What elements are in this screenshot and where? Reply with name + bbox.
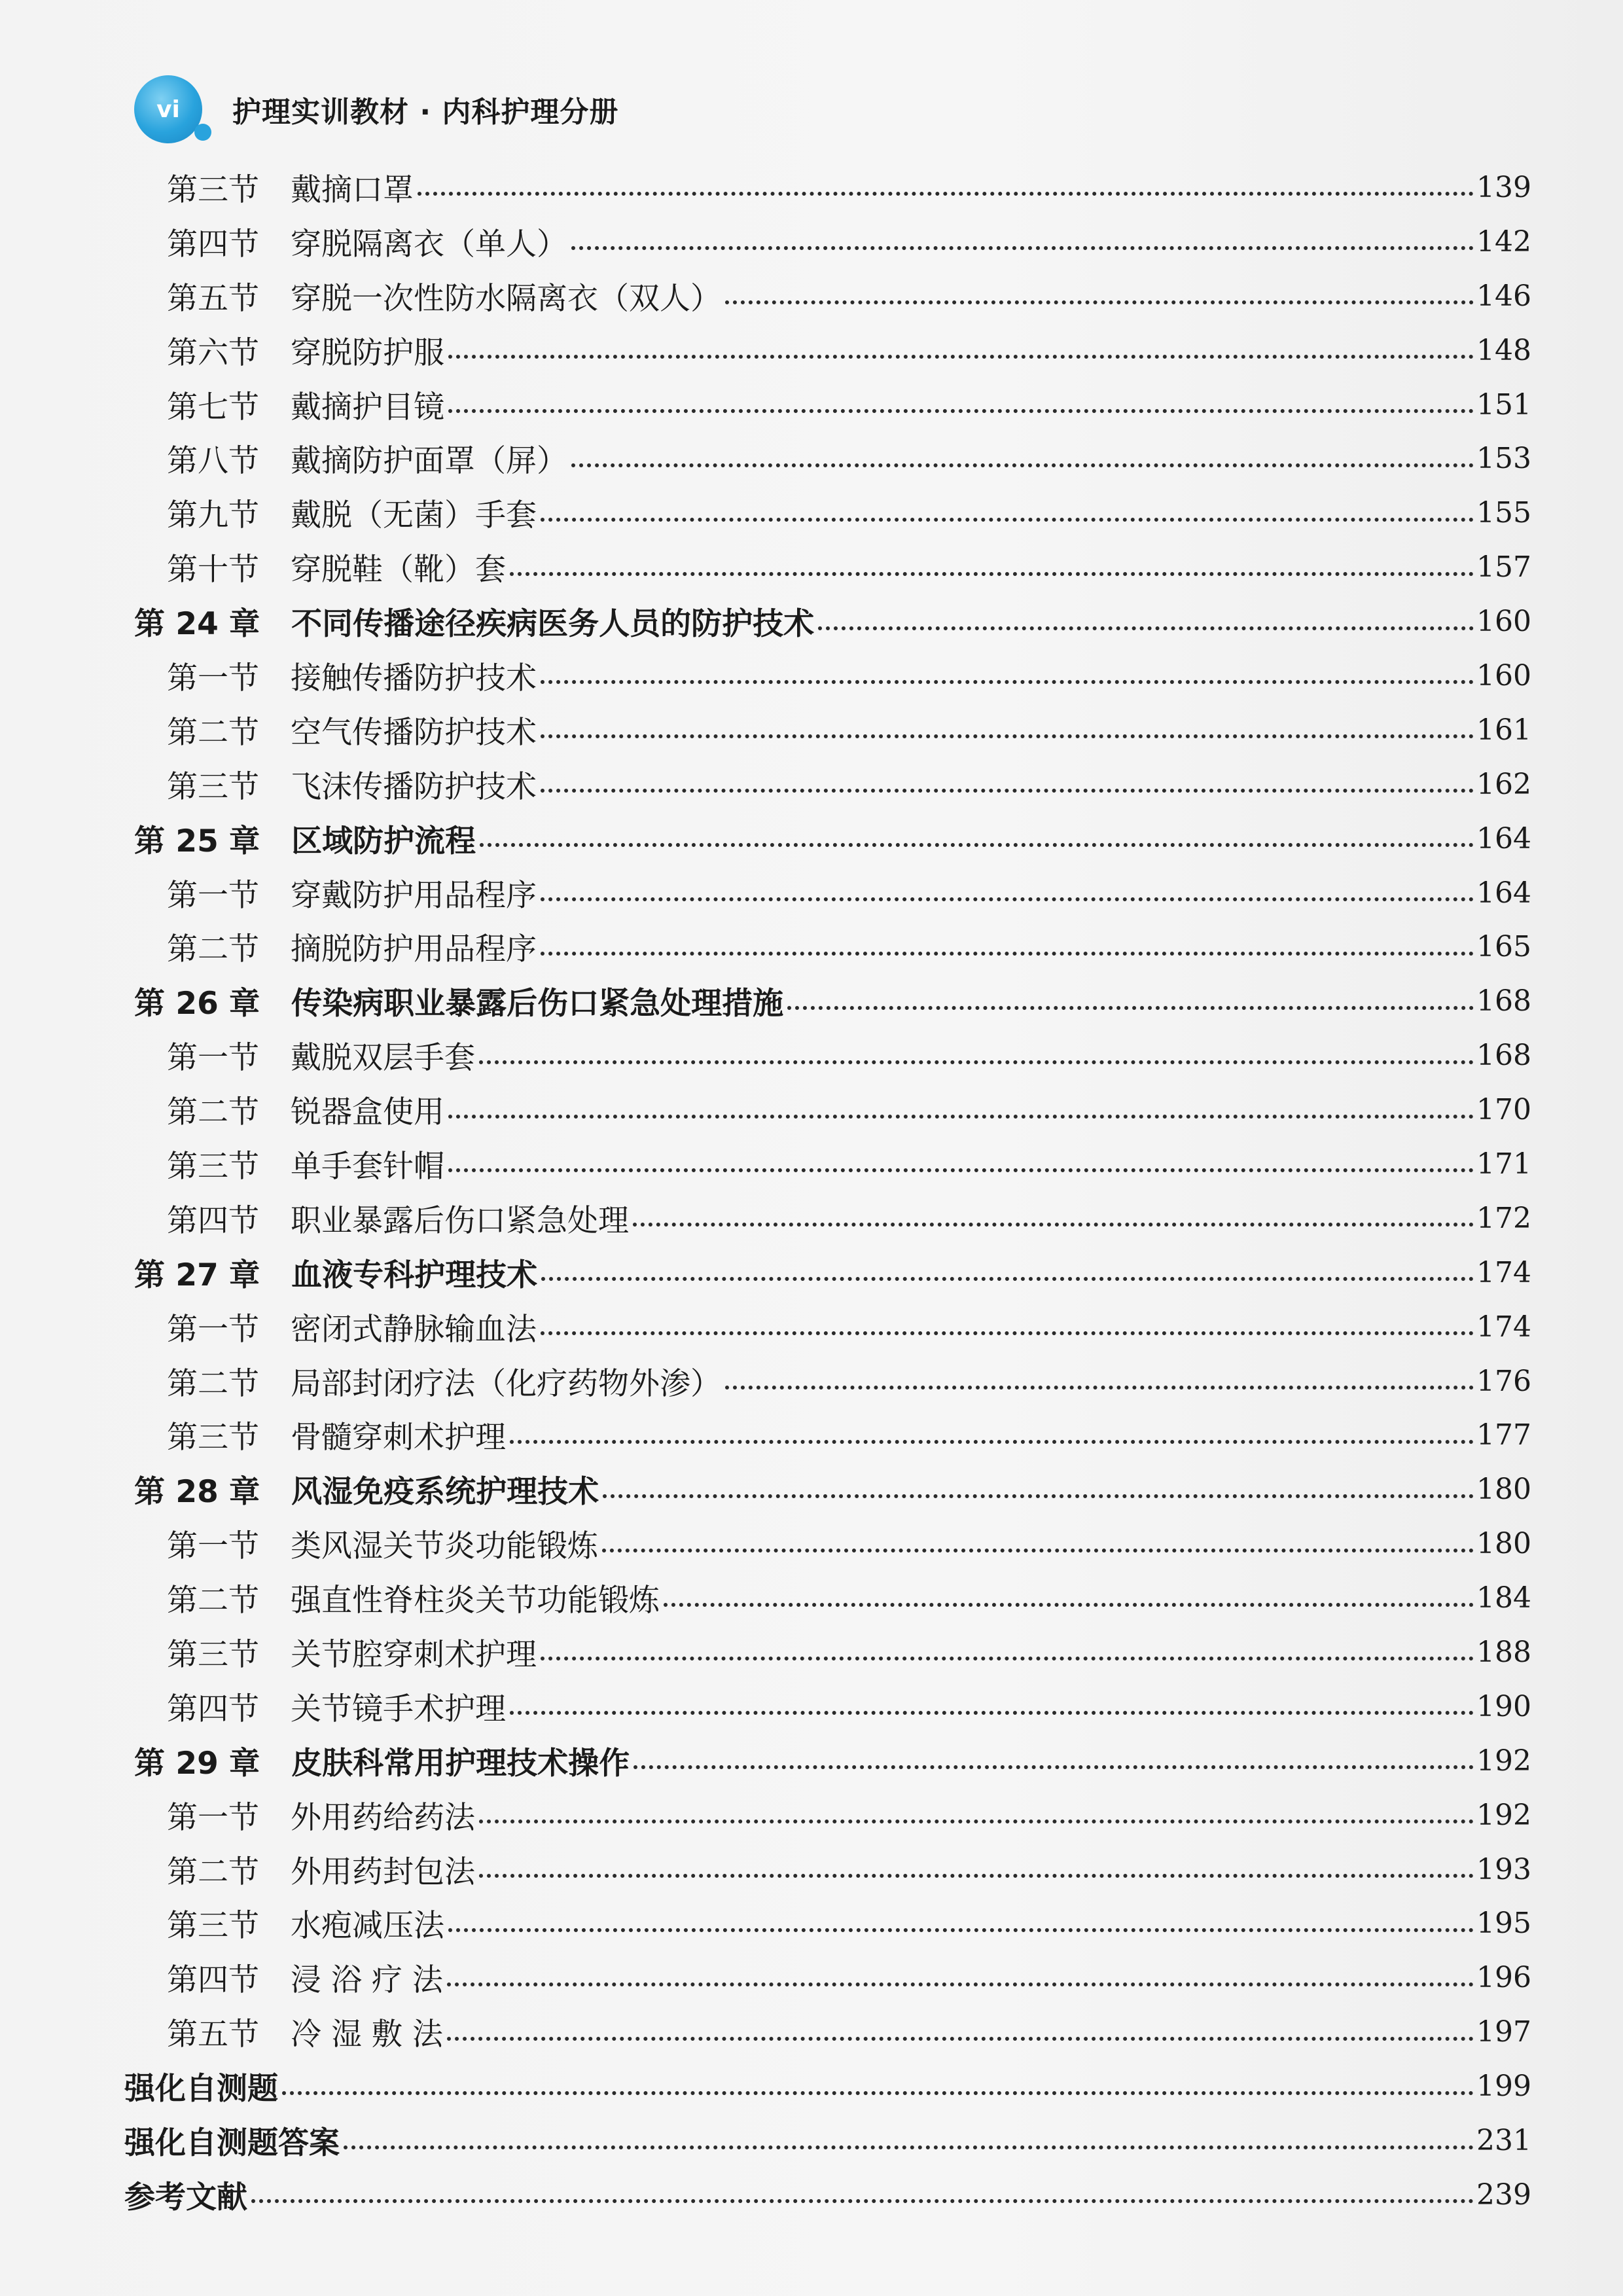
dot-leader: [251, 2199, 1474, 2203]
dot-leader: [418, 192, 1474, 196]
toc-entry-page-number: 165: [1476, 930, 1531, 964]
dot-leader: [510, 572, 1474, 576]
toc-entry-title: 皮肤科常用护理技术操作: [291, 1745, 630, 1782]
dot-leader: [725, 1386, 1474, 1390]
dot-leader: [633, 1223, 1474, 1227]
dot-leader: [633, 1765, 1474, 1769]
toc-entry-label: 第 24 章: [134, 606, 260, 643]
toc-entry-page-number: 195: [1476, 1907, 1531, 1941]
toc-entry-label: 第二节: [167, 931, 259, 968]
toc-entry-title: 飞沫传播防护技术: [291, 768, 537, 805]
toc-entry-section[interactable]: [124, 1354, 1531, 1408]
toc-entry-page-number: 161: [1476, 713, 1531, 747]
dot-leader: [541, 734, 1474, 738]
toc-entry-section[interactable]: [124, 703, 1531, 757]
dot-leader: [448, 355, 1474, 359]
toc-entry-section[interactable]: [124, 431, 1531, 486]
dot-leader: [541, 1331, 1474, 1335]
toc-entry-section[interactable]: [124, 215, 1531, 269]
toc-entry-label: 第一节: [167, 1040, 259, 1077]
toc-entry-label: 第六节: [167, 334, 259, 371]
toc-entry-title: 戴摘护目镜: [291, 389, 444, 425]
book-title: 护理实训教材 · 内科护理分册: [232, 96, 619, 129]
dot-leader: [603, 1494, 1474, 1498]
toc-entry-title: 职业暴露后伤口紧急处理: [291, 1202, 629, 1239]
toc-entry-page-number: 164: [1476, 876, 1531, 910]
toc-entry-label: 第三节: [167, 1908, 259, 1945]
dot-leader: [448, 1928, 1474, 1932]
toc-entry-page-number: 180: [1476, 1527, 1531, 1561]
toc-entry-page-number: 199: [1476, 2070, 1531, 2104]
toc-entry-section[interactable]: [124, 1897, 1531, 1951]
toc-entry-page-number: 151: [1476, 387, 1531, 422]
toc-entry-label: 第五节: [167, 280, 259, 317]
toc-entry-page-number: 174: [1476, 1255, 1531, 1289]
toc-entry-page-number: 192: [1476, 1798, 1531, 1832]
roman-page-number: vi: [156, 96, 180, 123]
toc-entry-section[interactable]: [124, 1028, 1531, 1083]
dot-leader: [571, 246, 1474, 250]
toc-entry-page-number: 160: [1476, 605, 1531, 639]
toc-entry-title: 强直性脊柱炎关节功能锻炼: [291, 1583, 660, 1619]
dot-leader: [448, 1115, 1474, 1119]
dot-leader: [541, 789, 1474, 793]
toc-entry-page-number: 180: [1476, 1473, 1531, 1507]
toc-entry-label: 第二节: [167, 1094, 259, 1131]
dot-leader: [282, 2091, 1474, 2095]
dot-leader: [541, 1657, 1474, 1660]
toc-entry-chapter[interactable]: [124, 1246, 1531, 1300]
toc-entry-label: 第 27 章: [134, 1257, 260, 1293]
toc-entry-section[interactable]: [124, 378, 1531, 432]
toc-entry-label: 第三节: [167, 1636, 259, 1673]
toc-entry-label: 第十节: [167, 552, 259, 588]
toc-entry-label: 第一节: [167, 660, 259, 696]
toc-entry-page-number: 231: [1476, 2124, 1531, 2157]
dot-leader: [448, 1168, 1474, 1172]
toc-entry-title: 强化自测题: [124, 2071, 278, 2108]
dot-leader: [447, 1982, 1474, 1986]
toc-entry-page-number: 239: [1476, 2178, 1531, 2212]
toc-entry-page-number: 192: [1476, 1744, 1531, 1778]
toc-entry-label: 第二节: [167, 1583, 259, 1619]
toc-entry-label: 第 25 章: [134, 823, 260, 859]
toc-entry-section[interactable]: [124, 866, 1531, 920]
toc-entry-section[interactable]: [124, 1571, 1531, 1625]
toc-entry-label: 第三节: [167, 171, 259, 208]
toc-entry-page-number: 196: [1476, 1961, 1531, 1995]
toc-entry-title: 外用药封包法: [291, 1854, 475, 1890]
dot-leader: [541, 1277, 1474, 1281]
dot-leader: [448, 409, 1474, 413]
toc-entry-section[interactable]: [124, 1842, 1531, 1897]
toc-entry-page-number: 174: [1476, 1310, 1531, 1344]
toc-entry-label: 第四节: [167, 1691, 259, 1727]
toc-entry-title: 关节镜手术护理: [291, 1691, 506, 1727]
toc-entry-section[interactable]: [124, 269, 1531, 323]
badge-dot-icon: [194, 124, 211, 141]
toc-entry-label: 第一节: [167, 1311, 259, 1348]
toc-entry-label: 第八节: [167, 443, 259, 480]
toc-entry-page-number: 155: [1476, 496, 1531, 530]
toc-entry-extra[interactable]: [124, 2113, 1531, 2168]
toc-entry-label: 第二节: [167, 1854, 259, 1890]
dot-leader: [725, 300, 1474, 304]
toc-entry-label: 第二节: [167, 714, 259, 751]
toc-entry-title: 不同传播途径疾病医务人员的防护技术: [291, 606, 815, 643]
toc-entry-page-number: 142: [1476, 224, 1531, 259]
dot-leader: [541, 952, 1474, 956]
toc-entry-page-number: 146: [1476, 279, 1531, 313]
dot-leader: [787, 1006, 1474, 1010]
toc-entry-page-number: 164: [1476, 821, 1531, 855]
toc-entry-chapter[interactable]: [124, 1462, 1531, 1516]
toc-entry-page-number: 172: [1476, 1201, 1531, 1235]
dot-leader: [541, 897, 1474, 901]
toc-entry-label: 第三节: [167, 1420, 259, 1456]
toc-entry-title: 摘脱防护用品程序: [291, 931, 537, 968]
toc-entry-page-number: 160: [1476, 658, 1531, 692]
toc-entry-label: 第 26 章: [134, 986, 260, 1022]
toc-entry-chapter[interactable]: [124, 974, 1531, 1028]
toc-entry-section[interactable]: [124, 1408, 1531, 1462]
toc-entry-title: 戴脱双层手套: [291, 1040, 475, 1077]
toc-entry-page-number: 188: [1476, 1635, 1531, 1669]
toc-entry-page-number: 184: [1476, 1581, 1531, 1615]
dot-leader: [541, 518, 1474, 522]
dot-leader: [344, 2145, 1474, 2149]
toc-entry-section[interactable]: [124, 757, 1531, 812]
toc-entry-title: 空气传播防护技术: [291, 714, 537, 751]
dot-leader: [510, 1440, 1474, 1444]
toc-entry-page-number: 162: [1476, 767, 1531, 801]
toc-entry-section[interactable]: [124, 1950, 1531, 2005]
toc-entry-section[interactable]: [124, 2005, 1531, 2059]
toc-entry-chapter[interactable]: [124, 594, 1531, 649]
toc-entry-label: 第四节: [167, 1962, 259, 1999]
toc-entry-title: 戴脱（无菌）手套: [291, 497, 537, 534]
dot-leader: [510, 1711, 1474, 1715]
toc-entry-page-number: 153: [1476, 442, 1531, 476]
toc-entry-title: 参考文献: [124, 2179, 247, 2215]
dot-leader: [541, 680, 1474, 684]
toc-entry-title: 冷 湿 敷 法: [291, 2017, 443, 2053]
dot-leader: [664, 1603, 1474, 1607]
toc-entry-section[interactable]: [124, 1679, 1531, 1734]
toc-entry-title: 传染病职业暴露后伤口紧急处理措施: [291, 986, 784, 1022]
toc-entry-chapter[interactable]: [124, 1734, 1531, 1788]
toc-entry-page-number: 148: [1476, 333, 1531, 367]
dot-leader: [479, 1874, 1474, 1878]
toc-entry-page-number: 176: [1476, 1364, 1531, 1398]
toc-entry-title: 局部封闭疗法（化疗药物外渗）: [291, 1365, 721, 1402]
toc-entry-page-number: 197: [1476, 2015, 1531, 2049]
table-of-contents: [124, 160, 1531, 2222]
toc-entry-label: 第 29 章: [134, 1745, 260, 1782]
toc-entry-label: 第三节: [167, 768, 259, 805]
toc-entry-section[interactable]: [124, 540, 1531, 594]
toc-entry-title: 接触传播防护技术: [291, 660, 537, 696]
toc-entry-page-number: 171: [1476, 1147, 1531, 1181]
page-number-badge: [134, 75, 202, 143]
dot-leader: [571, 463, 1474, 467]
toc-entry-section[interactable]: [124, 486, 1531, 540]
toc-entry-title: 穿脱一次性防水隔离衣（双人）: [291, 280, 721, 317]
toc-entry-page-number: 193: [1476, 1852, 1531, 1886]
toc-entry-page-number: 139: [1476, 170, 1531, 204]
toc-entry-title: 穿脱鞋（靴）套: [291, 552, 506, 588]
toc-entry-section[interactable]: [124, 160, 1531, 215]
toc-entry-title: 血液专科护理技术: [291, 1257, 538, 1293]
toc-entry-label: 第一节: [167, 1528, 259, 1565]
toc-entry-title: 水疱减压法: [291, 1908, 444, 1945]
toc-entry-section[interactable]: [124, 649, 1531, 703]
toc-entry-chapter[interactable]: [124, 812, 1531, 866]
toc-entry-page-number: 157: [1476, 550, 1531, 584]
dot-leader: [818, 626, 1474, 630]
toc-entry-title: 类风湿关节炎功能锻炼: [291, 1528, 598, 1565]
toc-entry-title: 穿脱隔离衣（单人）: [291, 226, 567, 262]
toc-entry-label: 第四节: [167, 226, 259, 262]
toc-entry-extra[interactable]: [124, 2168, 1531, 2222]
toc-entry-section[interactable]: [124, 1625, 1531, 1679]
toc-entry-page-number: 170: [1476, 1093, 1531, 1127]
toc-entry-title: 单手套针帽: [291, 1148, 444, 1185]
toc-entry-section[interactable]: [124, 1191, 1531, 1246]
toc-entry-label: 第七节: [167, 389, 259, 425]
toc-entry-page-number: 168: [1476, 984, 1531, 1018]
toc-entry-title: 戴摘口罩: [291, 171, 414, 208]
toc-entry-label: 第一节: [167, 1799, 259, 1836]
dot-leader: [447, 2037, 1474, 2041]
toc-entry-label: 第一节: [167, 877, 259, 914]
toc-entry-section[interactable]: [124, 1300, 1531, 1354]
toc-entry-title: 戴摘防护面罩（屏）: [291, 443, 567, 480]
toc-entry-label: 第二节: [167, 1365, 259, 1402]
toc-entry-section[interactable]: [124, 1516, 1531, 1571]
toc-entry-page-number: 177: [1476, 1418, 1531, 1452]
toc-entry-section[interactable]: [124, 1083, 1531, 1137]
toc-entry-section[interactable]: [124, 1137, 1531, 1191]
toc-entry-extra[interactable]: [124, 2059, 1531, 2113]
dot-leader: [602, 1549, 1474, 1552]
toc-entry-page-number: 190: [1476, 1689, 1531, 1723]
dot-leader: [480, 843, 1474, 847]
toc-entry-label: 第五节: [167, 2017, 259, 2053]
toc-entry-section[interactable]: [124, 1788, 1531, 1842]
toc-entry-title: 骨髓穿刺术护理: [291, 1420, 506, 1456]
running-header: [134, 73, 618, 145]
toc-entry-title: 外用药给药法: [291, 1799, 475, 1836]
toc-entry-label: 第 28 章: [134, 1474, 260, 1511]
toc-entry-title: 关节腔穿刺术护理: [291, 1636, 537, 1673]
toc-entry-section[interactable]: [124, 920, 1531, 974]
dot-leader: [479, 1820, 1474, 1823]
toc-entry-title: 区域防护流程: [291, 823, 476, 859]
toc-entry-title: 锐器盒使用: [291, 1094, 444, 1131]
toc-entry-title: 穿脱防护服: [291, 334, 444, 371]
toc-entry-section[interactable]: [124, 323, 1531, 378]
toc-entry-title: 强化自测题答案: [124, 2125, 340, 2161]
toc-entry-page-number: 168: [1476, 1039, 1531, 1073]
toc-entry-title: 穿戴防护用品程序: [291, 877, 537, 914]
dot-leader: [479, 1060, 1474, 1064]
toc-entry-title: 密闭式静脉输血法: [291, 1311, 537, 1348]
toc-entry-label: 第三节: [167, 1148, 259, 1185]
toc-entry-title: 浸 浴 疗 法: [291, 1962, 443, 1999]
toc-entry-label: 第四节: [167, 1202, 259, 1239]
toc-entry-title: 风湿免疫系统护理技术: [291, 1474, 599, 1511]
toc-entry-label: 第九节: [167, 497, 259, 534]
